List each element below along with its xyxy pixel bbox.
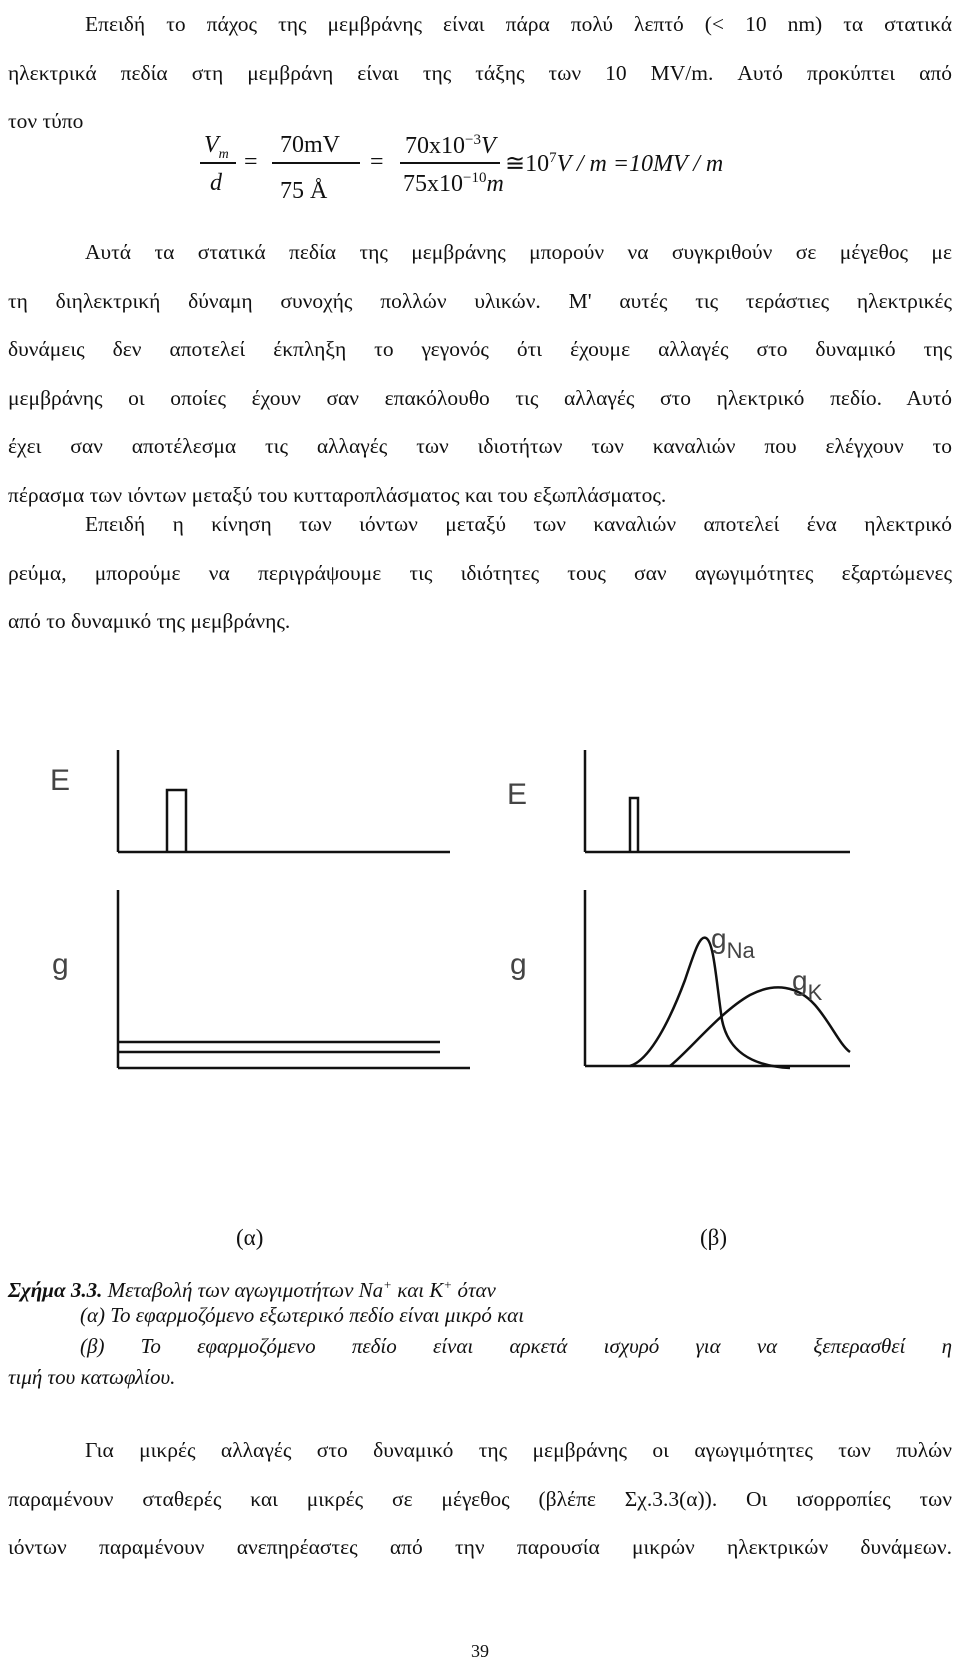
eq-result: $≅10^7V / m =10MV / m$ — [505, 150, 724, 177]
field-equation — [200, 132, 760, 232]
eq-lhs-denominator: d — [210, 170, 222, 196]
page-number: 39 — [471, 1641, 489, 1661]
paragraph-small-changes — [8, 1426, 952, 1572]
fraction-bar — [200, 162, 236, 164]
field-pulse — [630, 798, 638, 852]
text-line: πέρασμα των ιόντων μεταξύ του κυτταροπλάσματος και του εξωπλάσματος. — [8, 482, 667, 507]
axis-label-e: E — [50, 764, 71, 797]
label-gk: $g_K$ — [792, 965, 823, 1005]
figure-caption — [8, 1269, 952, 1393]
caption-line: τιμή του κατωφλίου. — [8, 1365, 176, 1389]
text-line: δυνάμεις δεν αποτελεί έκπληξη το γεγονός ότι έχουμε αλλαγές στο δυναμικό της — [8, 337, 952, 361]
text-line: ρεύμα, μπορούμε να περιγράψουμε τις ιδιότητες τους σαν αγωγιμότητες εξαρτώμενες — [8, 560, 952, 585]
panel-label-b: (β) — [700, 1225, 728, 1250]
text-line: τη διηλεκτρική δύναμη συνοχής πολλών υλικών. Μ' αυτές τις τεράστιες ηλεκτρικές — [8, 288, 952, 313]
caption-line: (α) Το εφαρμοζόμενο εξωτερικό πεδίο είναι μικρό και — [80, 1303, 525, 1327]
eq-frac1-numerator: 70mV — [280, 132, 340, 158]
caption-line: Σχήμα 3.3. Μεταβολή των αγωγιμοτήτων Na+ και K+ όταν — [8, 1277, 496, 1302]
text-line: από το δυναμικό της μεμβράνης. — [8, 609, 291, 633]
eq-frac1-denominator: 75 Å — [280, 178, 328, 204]
curve-gk — [670, 987, 850, 1066]
caption-label: Σχήμα 3.3. — [8, 1278, 103, 1302]
panel-label-a: (α) — [236, 1225, 264, 1250]
text-line: παραμένουν σταθερές και μικρές σε μέγεθος (βλέπε Σχ.3.3(α)). Οι ισορροπίες των — [8, 1486, 952, 1511]
eq-frac2-denominator: $75x10^{-10}m$ — [403, 170, 504, 197]
eq-equals: = — [370, 149, 384, 175]
text-line: Επειδή η κίνηση των ιόντων μεταξύ των καναλιών αποτελεί ένα ηλεκτρικό — [85, 512, 952, 536]
fraction-bar — [400, 162, 500, 164]
caption-line: (β) Το εφαρμοζόμενο πεδίο είναι αρκετά ισχυρό για να ξεπερασθεί η — [80, 1334, 952, 1358]
axis-label-e: E — [507, 778, 528, 811]
text-line: Για μικρές αλλαγές στο δυναμικό της μεμβράνης οι αγωγιμότητες των πυλών — [85, 1438, 952, 1462]
paragraph-currents — [8, 500, 952, 646]
label-gna: $g_{Na}$ — [711, 923, 755, 963]
text-line: τον τύπο — [8, 109, 84, 133]
eq-frac2-numerator: $70x10^{-3}V$ — [405, 132, 496, 159]
panel-a — [118, 750, 470, 1068]
curve-gna — [630, 938, 790, 1068]
paragraph-intro — [8, 0, 952, 146]
text-line: έχει σαν αποτέλεσμα τις αλλαγές των ιδιοτήτων των καναλιών που ελέγχουν το — [8, 434, 952, 458]
panel-b — [585, 750, 850, 1068]
paragraph-fields — [8, 228, 952, 519]
axis-label-g: g — [52, 948, 69, 981]
field-pulse — [167, 790, 186, 852]
eq-equals: = — [244, 149, 258, 175]
fraction-bar — [272, 162, 360, 164]
axis-label-g: g — [510, 948, 527, 981]
eq-lhs-numerator: $V_m$ — [204, 132, 229, 162]
text-line: ηλεκτρικά πεδία στη μεμβράνη είναι της τάξης των 10 MV/m. Αυτό προκύπτει από — [8, 60, 952, 85]
conductance-figure — [30, 750, 930, 1170]
text-line: μεμβράνης οι οποίες έχουν σαν επακόλουθο τις αλλαγές στο ηλεκτρικό πεδίο. Αυτό — [8, 385, 952, 410]
text-line: Αυτά τα στατικά πεδία της μεμβράνης μπορούν να συγκριθούν σε μέγεθος με — [85, 240, 952, 264]
text-line: ιόντων παραμένουν ανεπηρέαστες από την παρουσία μικρών ηλεκτρικών δυνάμεων. — [8, 1535, 952, 1559]
text-line: Επειδή το πάχος της μεμβράνης είναι πάρα πολύ λεπτό (< 10 nm) τα στατικά — [85, 12, 952, 36]
